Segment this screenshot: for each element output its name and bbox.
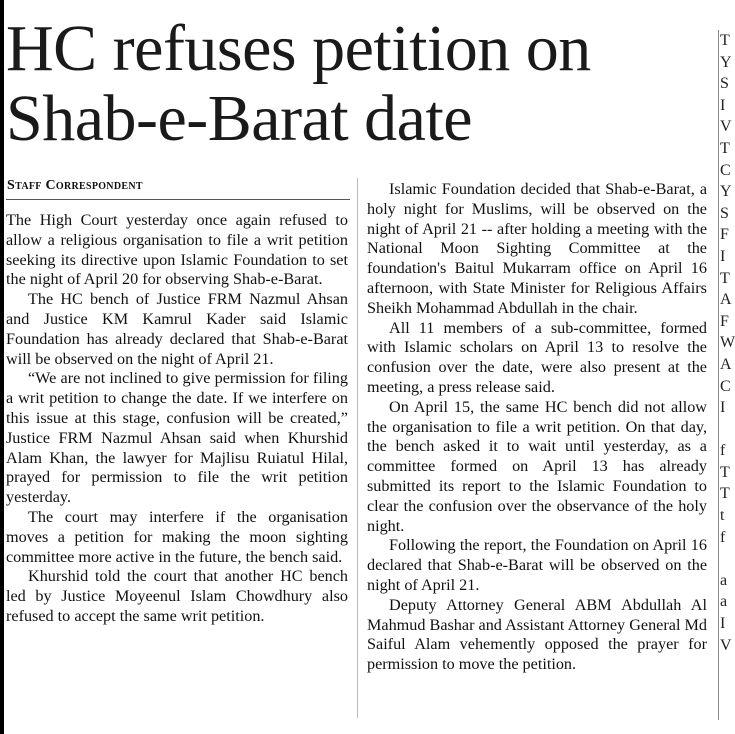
byline: Staff Correspondent [7,178,143,193]
right-column-divider [718,30,719,720]
clipped-letter: Y [720,53,732,71]
clipped-letter: V [720,636,732,654]
clipped-letter: V [720,118,732,136]
byline-rule [6,199,350,200]
clipped-letter [720,419,727,441]
headline [6,14,706,154]
clipped-letter: F [720,226,729,244]
paragraph: The High Court yesterday once again refused to allow a religious organisation to file a writ petition seeking its directive upon Islamic Foundation to set the night of April 20 for observing Shab-e-Barat. [6,211,348,289]
clipped-letter: C [720,161,731,179]
clipped-letter: T [720,32,730,49]
clipped-letter: I [720,399,726,417]
adjacent-article-clipped [720,30,735,730]
paragraph: “We are not inclined to give permission for filing a writ petition to change the date. If we interfere on this issue at this stage, confusion will be created,” Justice FRM Nazmul Ahsan said when Khurshid Alam Khan, the lawyer for Majlisu Ruiatul Hilal, prayed for permission to file the writ petition yesterday. [6,369,348,507]
clipped-letter: I [720,615,726,633]
clipped-letter: I [720,247,726,265]
clipped-letter: a [720,593,728,611]
clipped-letter: t [720,507,725,525]
clipped-letter: I [720,96,726,114]
paragraph: All 11 members of a sub-committee, formed with Islamic scholars on April 13 to resolve the confusion over the date, were also present at the meeting, a press release said. [367,318,707,396]
paragraph: Islamic Foundation decided that Shab-e-Barat, a holy night for Muslims, will be observed on the night of April 21 -- after holding a meeting with the National Moon Sighting Committee at the foundation's Baitul Mukarram office on April 16 afternoon, with State Minister for Religious Affairs Sheikh Mohammad Abdullah in the chair. [367,180,707,317]
paragraph: Khurshid told the court that another HC bench led by Justice Moyeenul Islam Chowdhury also refused to accept the same writ petition. [6,567,348,625]
left-border-rule [0,0,4,734]
clipped-letter: T [720,485,730,503]
paragraph: Following the report, the Foundation on April 16 declared that Shab-e-Barat will be observed on the night of April 21. [367,536,707,594]
clipped-letter: f [720,528,726,546]
paragraph: The HC bench of Justice FRM Nazmul Ahsan and Justice KM Kamrul Kader said Islamic Foundation has already declared that Shab-e-Barat will be observed on the night of April 21. [6,290,348,368]
column-divider [357,178,358,718]
clipped-letter: Y [720,183,732,201]
clipped-letter: T [720,139,730,157]
headline-line-2: Shab-e-Barat date [6,82,473,155]
clipped-letter: A [720,291,732,309]
clipped-letter: f [720,442,726,460]
clipped-letter: S [720,204,729,222]
clipped-letter: T [720,463,730,481]
clipped-letter: F [720,312,729,330]
headline-line-1: HC refuses petition on [6,12,591,85]
article-column-1 [6,211,348,627]
paragraph: Deputy Attorney General ABM Abdullah Al Mahmud Bashar and Assistant Attorney General Md Saiful Alam vehemently opposed the prayer for permission to move the petition. [367,595,707,674]
clipped-letter: A [720,355,732,373]
paragraph: On April 15, the same HC bench did not allow the organisation to file a writ petition. On that day, the bench asked it to wait until yesterday, as a committee formed on April 13 has already submitted its report to the Islamic Foundation to clear the confusion over the observance of the holy night. [367,397,707,535]
paragraph: The court may interfere if the organisation moves a petition for making the moon sighting committee more active in the future, the bench said. [6,507,348,566]
clipped-letter [720,548,727,570]
clipped-letter: C [720,377,731,395]
clipped-letter: a [720,571,728,589]
clipped-letter: W [720,334,735,352]
article-column-2 [367,180,707,675]
clipped-letter: T [720,269,730,287]
clipped-letter: S [720,75,729,93]
